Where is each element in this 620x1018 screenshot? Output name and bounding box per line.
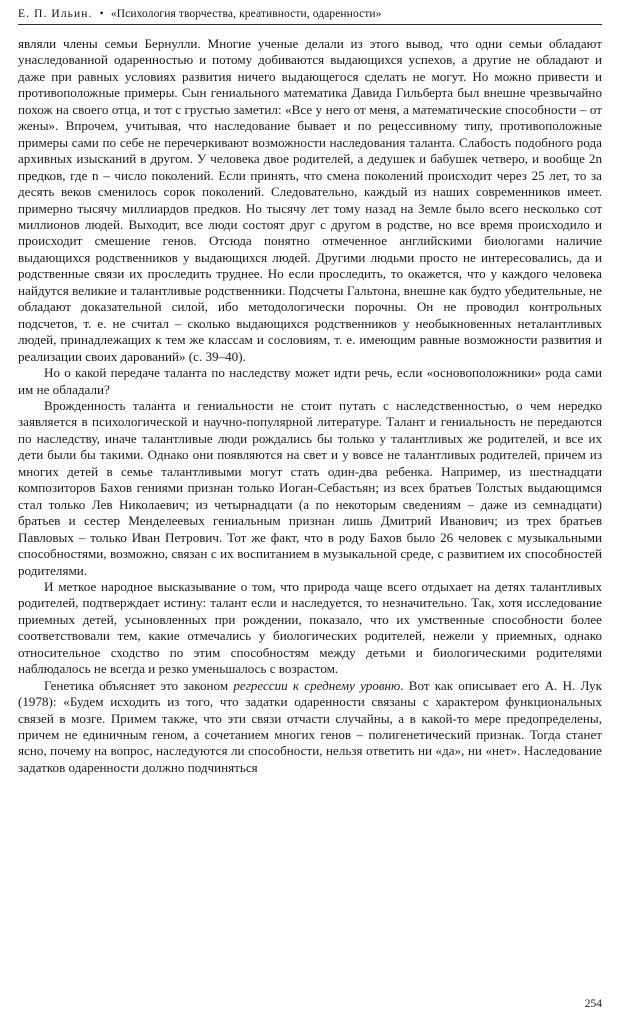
paragraph-5-run-1: Генетика объясняет это законом	[44, 677, 234, 693]
page-number: 254	[584, 998, 602, 1010]
header-author: Е. П. Ильин.	[18, 8, 93, 20]
page-header	[18, 8, 602, 25]
header-separator: •	[99, 8, 104, 20]
paragraph-1: являли члены семьи Бернулли. Многие ученые делали из этого вывод, что одни семьи обладают унаследованной одаренностью и потому добиваются выдающихся успехов, а другие не обладают и даже при равных условиях развития ничего выдающегося сделать не могут. Но можно привести и противоположные примеры. Сын гениального математика Давида Гильберта был внешне чрезвычайно похож на своего отца, и тот с грустью заметил: «Все у него от меня, а математические способности – от жены». Впрочем, учитывая, что наследование бывает и по рецессивному типу, противоположные примеры сами по себе не перечеркивают возможности наследования таланта. Слабость подобного рода архивных изысканий в другом. У человека двое родителей, а дедушек и бабушек четверо, и вообще 2n предков, где n – число поколений. Если принять, что смена поколений происходит через 25 лет, то за десять веков сменилось сорок поколений. Следовательно, каждый из наших современников имеет. примерно тысячу миллиардов предков. Но тысячу лет тому назад на Земле было всего несколько сот миллионов людей. Выходит, все люди состоят друг с другом в родстве, но все время происходило и происходит смешение генов. Отсюда понятно отмеченное английскими биологами наличие выдающихся родственников у выдающихся людей. Другими людьми просто не интересовались, да и родственные связи их проследить труднее. Но если проследить, то окажется, что у каждого человека найдутся великие и талантливые родственники. Подсчеты Гальтона, внешне как будто убедительные, не обладают доказательной силой, ибо методологически порочны. Он не проводил контрольных подсчетов, т. е. не считал – сколько выдающихся родственников у необыкновенных неталантливых людей, принадлежащих к тем же классам и сословиям, т. е. имеющим равные возможности развития и реализации своих дарований» (с. 39–40).	[18, 36, 602, 364]
page-body	[18, 36, 602, 776]
header-book-title: «Психология творчества, креативности, одаренности»	[110, 8, 382, 20]
paragraph-5-run-3: . Вот как описывает его А. Н. Лук (1978): «Будем исходить из того, что задатки одаренности связаны с характером функциональных связей в мозге. Примем также, что эти связи отчасти случайны, а в какой-то мере предопределены, причем не единичным геном, а сочетанием многих генов – полигенетический признак. Тогда станет ясно, почему на вопрос, наследуются ли способности, нельзя ответить ни «да», ни «нет». Наследование задатков одаренности должно подчиняться	[18, 677, 602, 775]
paragraph-4: И меткое народное высказывание о том, что природа чаще всего отдыхает на детях талантливых родителей, подтверждает истину: талант если и наследуется, то незначительно. Так, хотя исследование приемных детей, усыновленных при рождении, показало, что их умственные способности более соответствовали тем, какие отмечались у биологических родителей, нежели у приемных, однако относительное сходство по этим способностям между детьми и биологическими родителями наблюдалось не всегда и резко уменьшалось с возрастом.	[18, 578, 602, 677]
paragraph-3: Врожденность таланта и гениальности не стоит путать с наследственностью, о чем нередко заявляется в психологической и научно-популярной литературе. Талант и гениальность не передаются по наследству, иначе талантливые люди рождались бы только у талантливых же родителей, и все их дети были бы такими. Однако они появляются на свет и у вовсе не талантливых родителей, причем из многих детей в семье талантливыми могут стать один-два ребенка. Например, из шестнадцати композиторов Бахов гениями признан только Иоган-Себастьян; из всех братьев Толстых выдающимся стал только Лев Николаевич; из четырнадцати (а по некоторым сведениям – даже из семнадцати) братьев и сестер Менделеевых гениальным признан лишь Дмитрий Иванович; из трех братьев Павловых – только Иван Петрович. Тот же факт, что в роду Бахов было 26 человек с музыкальными способностями, возможно, связан с их воспитанием в музыкальной среде, с развитием их способностей родителями.	[18, 397, 602, 578]
paragraph-5-run-2-italic: регрессии к среднему уровню	[233, 677, 401, 693]
paragraph-2: Но о какой передаче таланта по наследству может идти речь, если «основоположники» рода сами им не обладали?	[18, 365, 602, 397]
paragraph-5	[18, 678, 602, 777]
